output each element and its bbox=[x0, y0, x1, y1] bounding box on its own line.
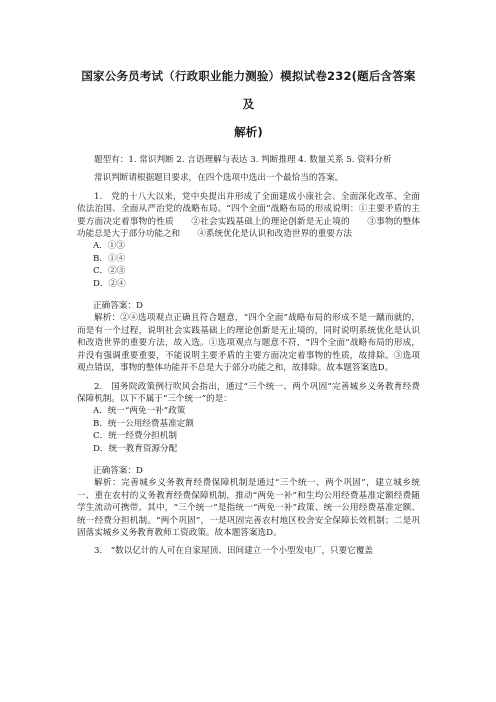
question-2 bbox=[77, 381, 420, 540]
title-line-2: 解析) bbox=[234, 125, 263, 139]
answer-analysis: 解析：②④选项观点正确且符合题意，“四个全面”战略布局的形成不是一蹴而就的，而是有一个过程，说明社会实践基础上的理论创新是无止境的，同时说明系统优化是认识和改造世界的重要方法，故入选。①选项观点与题意不符，“四个全面”战略布局的形成，并没有强调重要重要，不能说明主要矛盾的主要方面决定着事物的性质，故排除。③选项观点错误，事物的整体功能并不总是大于部分功能之和，故排除。故本题答案选D。 bbox=[77, 313, 420, 374]
option-c: C．②③ bbox=[93, 266, 126, 277]
question-stem: 1. 党的十八大以来，党中央提出并形成了全面建成小康社会、全面深化改革、全面依法治国、全面从严治党的战略布局。“四个全面”战略布局的形成说明：①主要矛盾的主要方面决定着事物的性质 ②社会实践基础上的理论创新是无止境的 ③事物的整体功能总是大于部分功能之和 ④系统优化是认识和改造世界的重要方法 bbox=[77, 191, 420, 240]
question-types-line: 题型有：1. 常识判断 2. 言语理解与表达 3. 判断推理 4. 数量关系 5. 资料分析 bbox=[94, 155, 392, 165]
option-d: D．统一教育资源分配 bbox=[93, 443, 178, 454]
question-3 bbox=[77, 545, 420, 557]
answer-analysis: 解析：完善城乡义务教育经费保障机制是通过“三个统一、两个巩固”，建立城乡统一、重在农村的义务教育经费保障机制，推动“两免一补”和生均公用经费基准定额经费随学生流动可携带。其中，“三个统一”是指统一“两免一补”政策、统一公用经费基准定额、统一经费分担机制。“两个巩固”，一是巩固完善农村地区校舍安全保障长效机制；二是巩固落实城乡义务教育教师工资政策。故本题答案选D。 bbox=[77, 478, 420, 538]
option-a: A．统一“两免一补”政策 bbox=[93, 406, 186, 417]
option-d: D．②④ bbox=[93, 278, 126, 289]
option-c: C．统一经费分担机制 bbox=[93, 431, 177, 442]
document-title bbox=[77, 62, 420, 146]
option-a: A．①③ bbox=[93, 241, 125, 252]
option-b: B．统一公用经费基准定额 bbox=[93, 418, 194, 429]
correct-answer: 正确答案：D bbox=[93, 301, 143, 312]
option-b: B．①④ bbox=[93, 253, 126, 264]
question-stem: 2. 国务院政策例行吹风会指出，通过“三个统一、两个巩固”完善城乡义务教育经费保障机制。以下不属于“三个统一”的是： bbox=[77, 381, 420, 404]
correct-answer: 正确答案：D bbox=[93, 465, 143, 476]
question-1 bbox=[77, 191, 420, 375]
title-line-1: 国家公务员考试（行政职业能力测验）模拟试卷232(题后含答案及 bbox=[81, 69, 416, 111]
section-instruction: 常识判断请根据题目要求，在四个选项中选出一个最恰当的答案。 bbox=[94, 173, 344, 184]
question-stem: 3. “数以亿计的人可在自家屋顶、田间建立一个小型发电厂，只要它覆盖 bbox=[94, 546, 374, 557]
